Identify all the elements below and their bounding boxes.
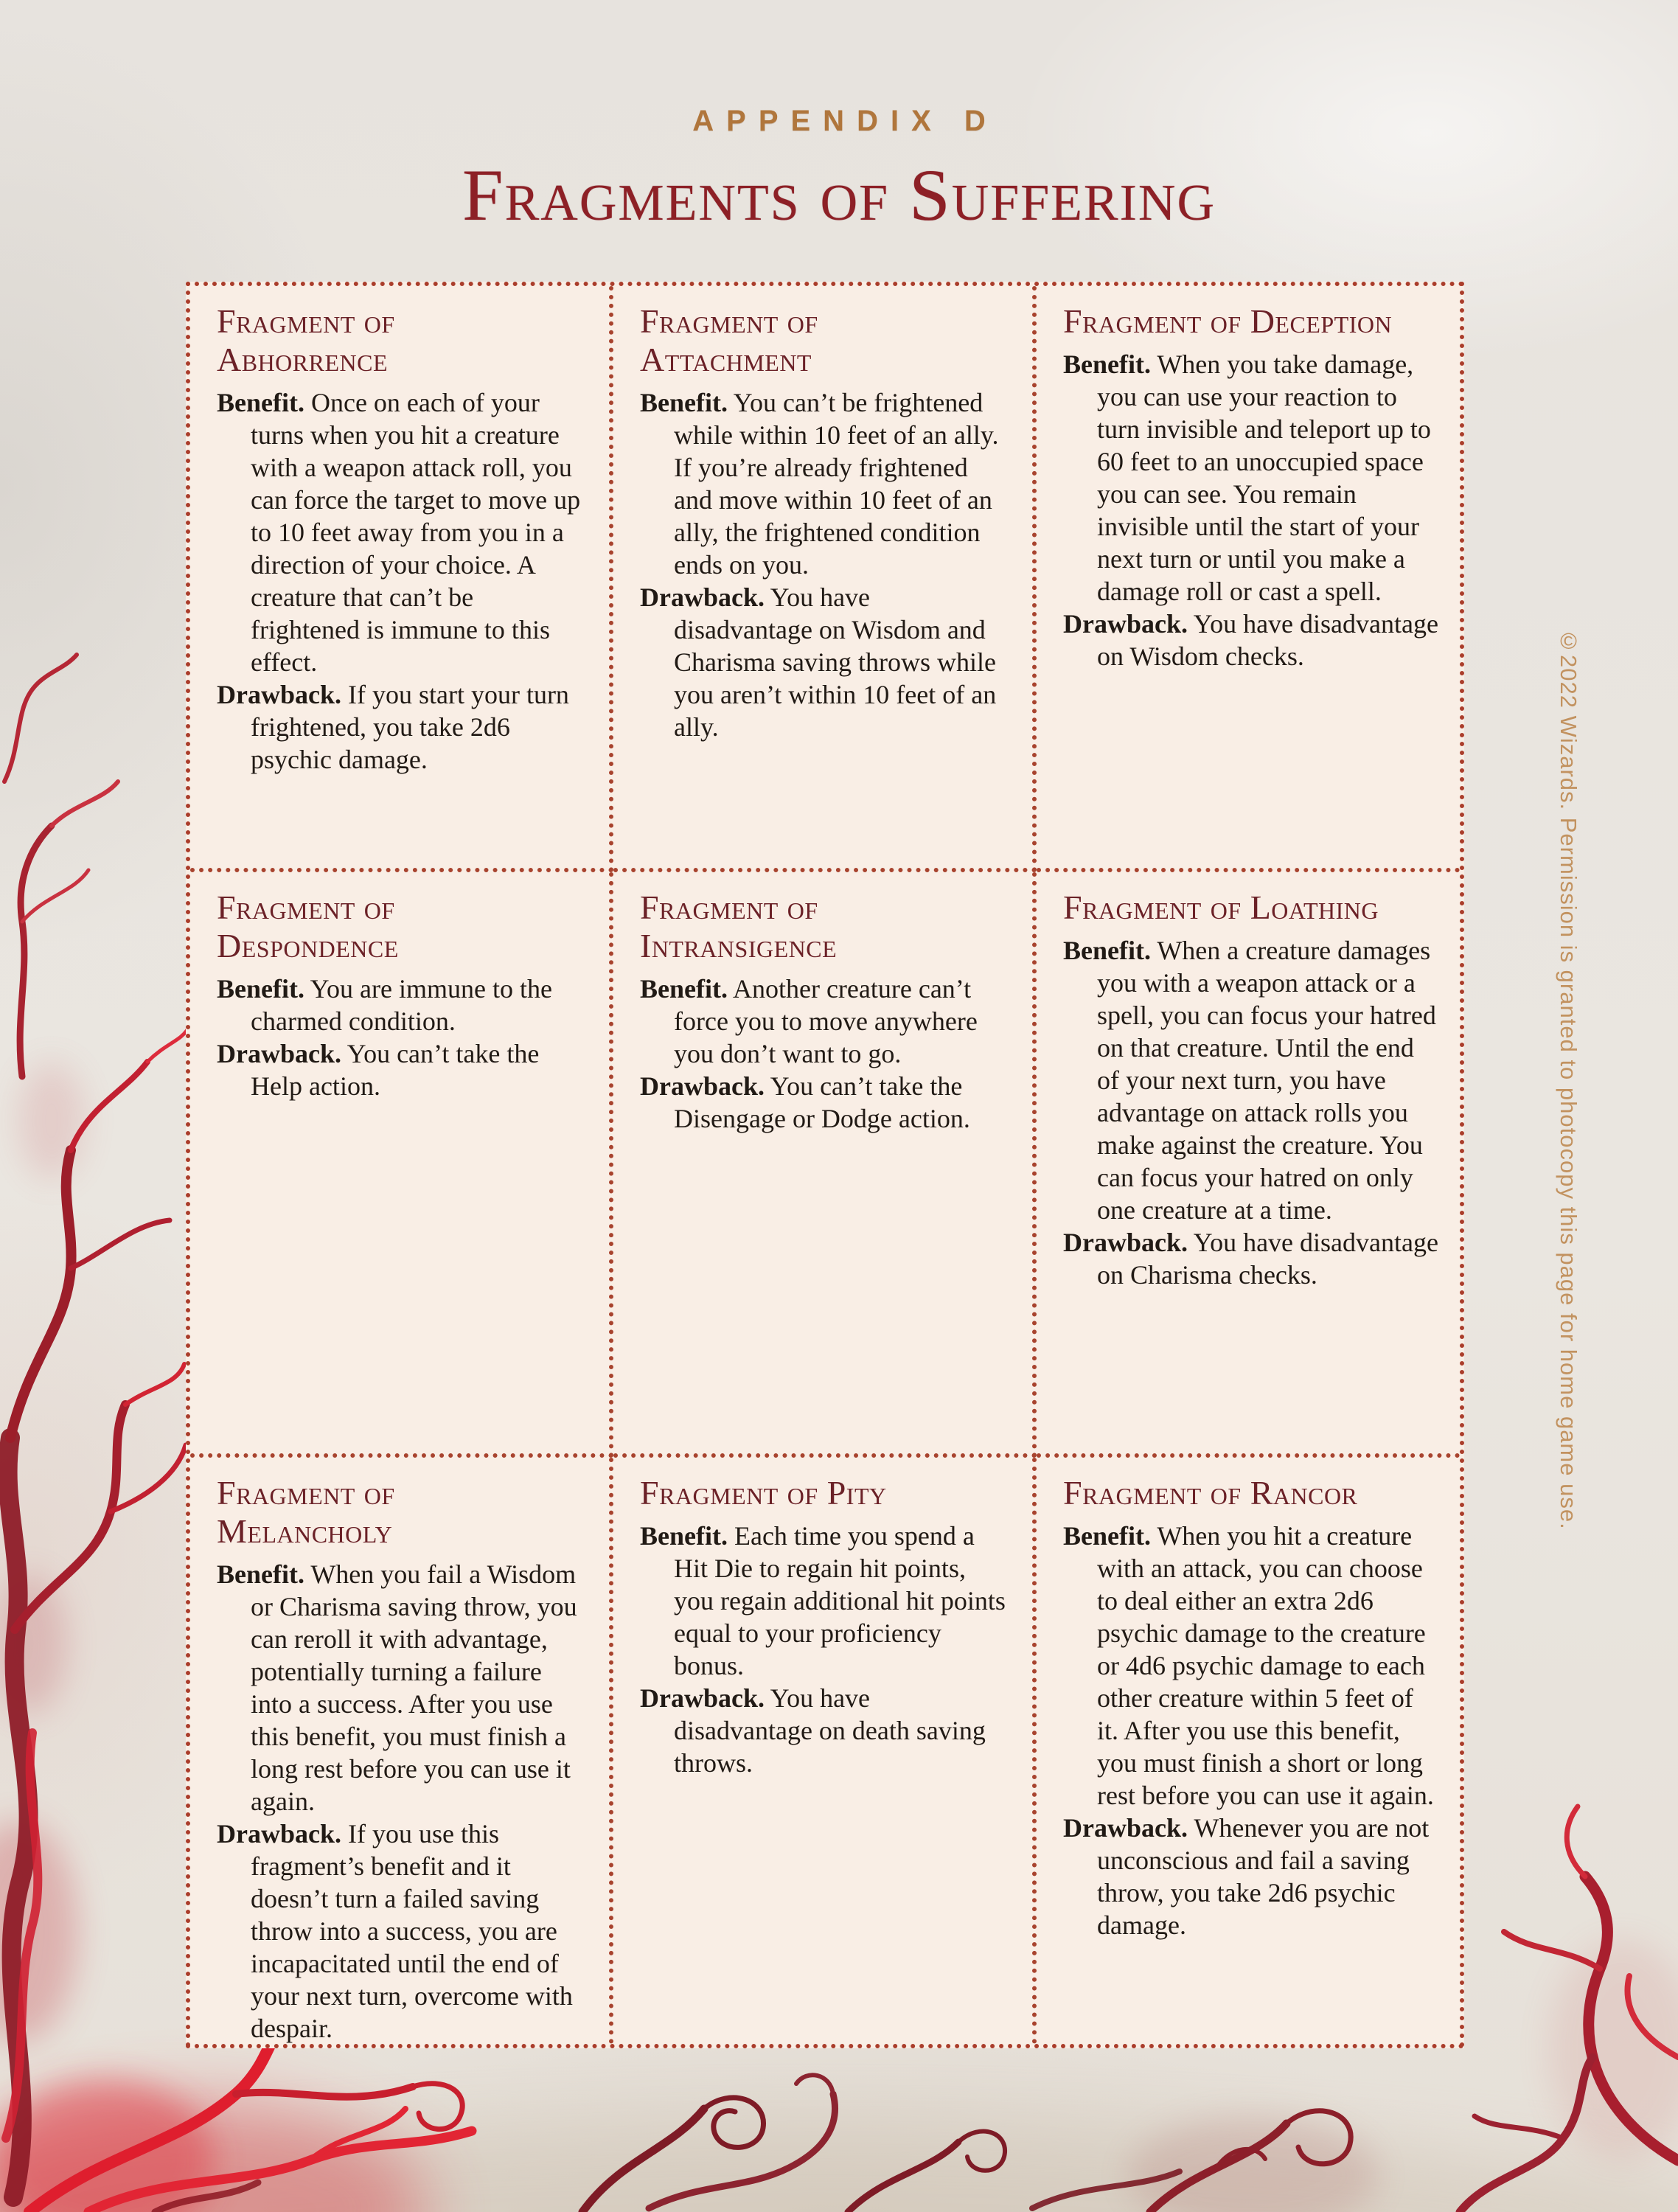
drawback-label: Drawback.	[217, 680, 341, 709]
fragment-card	[190, 872, 613, 1458]
benefit-text: When a creature damages you with a weapon attack or a spell, you can focus your hatred on that creature. Until the end of your next turn, you have advantage on attack rolls you make against the creature. You can focus your hatred on only one creature at a time.	[1097, 935, 1436, 1225]
drawback-text: You have disadvantage on death saving throws.	[674, 1683, 986, 1778]
drawback-label: Drawback.	[640, 1683, 765, 1714]
drawback-text: You have disadvantage on Wisdom and Charisma saving throws while you aren’t within 10 feet of an ally.	[674, 582, 997, 742]
fragment-card	[613, 872, 1037, 1458]
fragments-grid	[186, 282, 1464, 2048]
drawback-paragraph	[640, 1682, 1012, 1779]
drawback-label: Drawback.	[1063, 1813, 1188, 1843]
benefit-text: Once on each of your turns when you hit a creature with a weapon attack roll, you can force the target to move up to 10 feet away from you in a direction of your choice. A creature that can’t be frightened is immune to this effect.	[251, 388, 581, 677]
card-title: Fragment of Abhorrence	[217, 302, 395, 378]
fragment-card	[1037, 286, 1460, 872]
card-title: Fragment of Loathing	[1063, 888, 1379, 926]
benefit-label: Benefit.	[217, 388, 304, 417]
drawback-paragraph	[217, 678, 588, 776]
drawback-label: Drawback.	[1063, 609, 1188, 639]
bottom-center-branches	[582, 2075, 1005, 2212]
benefit-text: When you hit a creature with an attack, you can choose to deal either an extra 2d6 psychic damage to the creature or 4d6 psychic damage to each other creature within 5 feet of it. After you use this benefit, you must finish a short or long rest before you can use it again.	[1097, 1521, 1434, 1811]
benefit-text: You can’t be frightened while within 10 feet of an ally. If you’re already frightened and move within 10 feet of an ally, the frightened condition ends on you.	[674, 388, 999, 580]
benefit-paragraph	[640, 386, 1012, 581]
appendix-kicker: APPENDIX D	[692, 105, 998, 137]
card-title: Fragment of Deception	[1063, 302, 1393, 340]
drawback-paragraph	[217, 1037, 588, 1102]
card-title: Fragment of Intransigence	[640, 888, 838, 964]
benefit-paragraph	[640, 973, 1012, 1070]
benefit-label: Benefit.	[640, 1521, 728, 1551]
drawback-text: You can’t take the Help action.	[251, 1038, 540, 1101]
fragment-card	[190, 1458, 613, 2044]
benefit-label: Benefit.	[640, 388, 728, 417]
benefit-text: When you take damage, you can use your reaction to turn invisible and teleport up to 60 feet to an unoccupied space you can see. You remain invisible until the start of your next turn or until you make a damage roll or cast a spell.	[1097, 349, 1431, 606]
card-title: Fragment of Rancor	[1063, 1474, 1358, 1512]
benefit-paragraph	[1063, 1520, 1439, 1812]
fragment-card	[1037, 872, 1460, 1458]
benefit-text: When you fail a Wisdom or Charisma saving throw, you can reroll it with advantage, potentially turning a failure into a success. After you use this benefit, you must finish a long rest before you can use it again.	[251, 1559, 577, 1817]
drawback-text: If you use this fragment’s benefit and it doesn’t turn a failed saving throw into a success, you are incapacitated until the end of your next turn, overcome with despair.	[251, 1819, 573, 2044]
drawback-text: You can’t take the Disengage or Dodge action.	[674, 1071, 970, 1133]
benefit-paragraph	[217, 1558, 588, 1818]
drawback-label: Drawback.	[217, 1038, 341, 1068]
benefit-paragraph	[217, 386, 588, 678]
page-title: Fragments of Suffering	[462, 154, 1216, 236]
fragment-card	[613, 286, 1037, 872]
benefit-label: Benefit.	[217, 973, 304, 1004]
card-title: Fragment of Melancholy	[217, 1474, 395, 1551]
drawback-paragraph	[640, 581, 1012, 743]
benefit-label: Benefit.	[1063, 935, 1151, 965]
card-title: Fragment of Pity	[640, 1474, 887, 1512]
benefit-label: Benefit.	[640, 973, 728, 1004]
benefit-label: Benefit.	[1063, 1521, 1151, 1551]
benefit-paragraph	[1063, 348, 1439, 608]
fragment-card	[613, 1458, 1037, 2044]
drawback-paragraph	[640, 1070, 1012, 1135]
copyright-sidebar-note: ©2022 Wizards. Permission is granted to photocopy this page for home game use.	[1556, 628, 1581, 1530]
drawback-label: Drawback.	[1063, 1227, 1188, 1257]
drawback-text: If you start your turn frightened, you take 2d6 psychic damage.	[251, 680, 569, 774]
fragment-card	[190, 286, 613, 872]
drawback-label: Drawback.	[217, 1819, 341, 1849]
benefit-paragraph	[217, 973, 588, 1037]
fragment-card	[1037, 1458, 1460, 2044]
left-branches	[4, 655, 188, 2197]
benefit-text: You are immune to the charmed condition.	[251, 973, 552, 1036]
benefit-label: Benefit.	[217, 1559, 304, 1590]
drawback-label: Drawback.	[640, 582, 765, 612]
benefit-paragraph	[1063, 934, 1439, 1226]
drawback-paragraph	[1063, 608, 1439, 672]
drawback-paragraph	[1063, 1812, 1439, 1941]
card-title: Fragment of Attachment	[640, 302, 818, 378]
drawback-paragraph	[1063, 1226, 1439, 1291]
benefit-label: Benefit.	[1063, 349, 1151, 379]
benefit-paragraph	[640, 1520, 1012, 1682]
drawback-label: Drawback.	[640, 1071, 765, 1101]
benefit-text: Another creature can’t force you to move anywhere you don’t want to go.	[674, 973, 978, 1068]
drawback-text: Whenever you are not unconscious and fail a saving throw, you take 2d6 psychic damage.	[1097, 1813, 1430, 1941]
drawback-text: You have disadvantage on Charisma checks.	[1097, 1227, 1438, 1290]
drawback-paragraph	[217, 1818, 588, 2044]
card-title: Fragment of Despondence	[217, 888, 399, 964]
benefit-text: Each time you spend a Hit Die to regain hit points, you regain additional hit points equal to your proficiency bonus.	[674, 1521, 1006, 1681]
drawback-text: You have disadvantage on Wisdom checks.	[1097, 609, 1438, 671]
